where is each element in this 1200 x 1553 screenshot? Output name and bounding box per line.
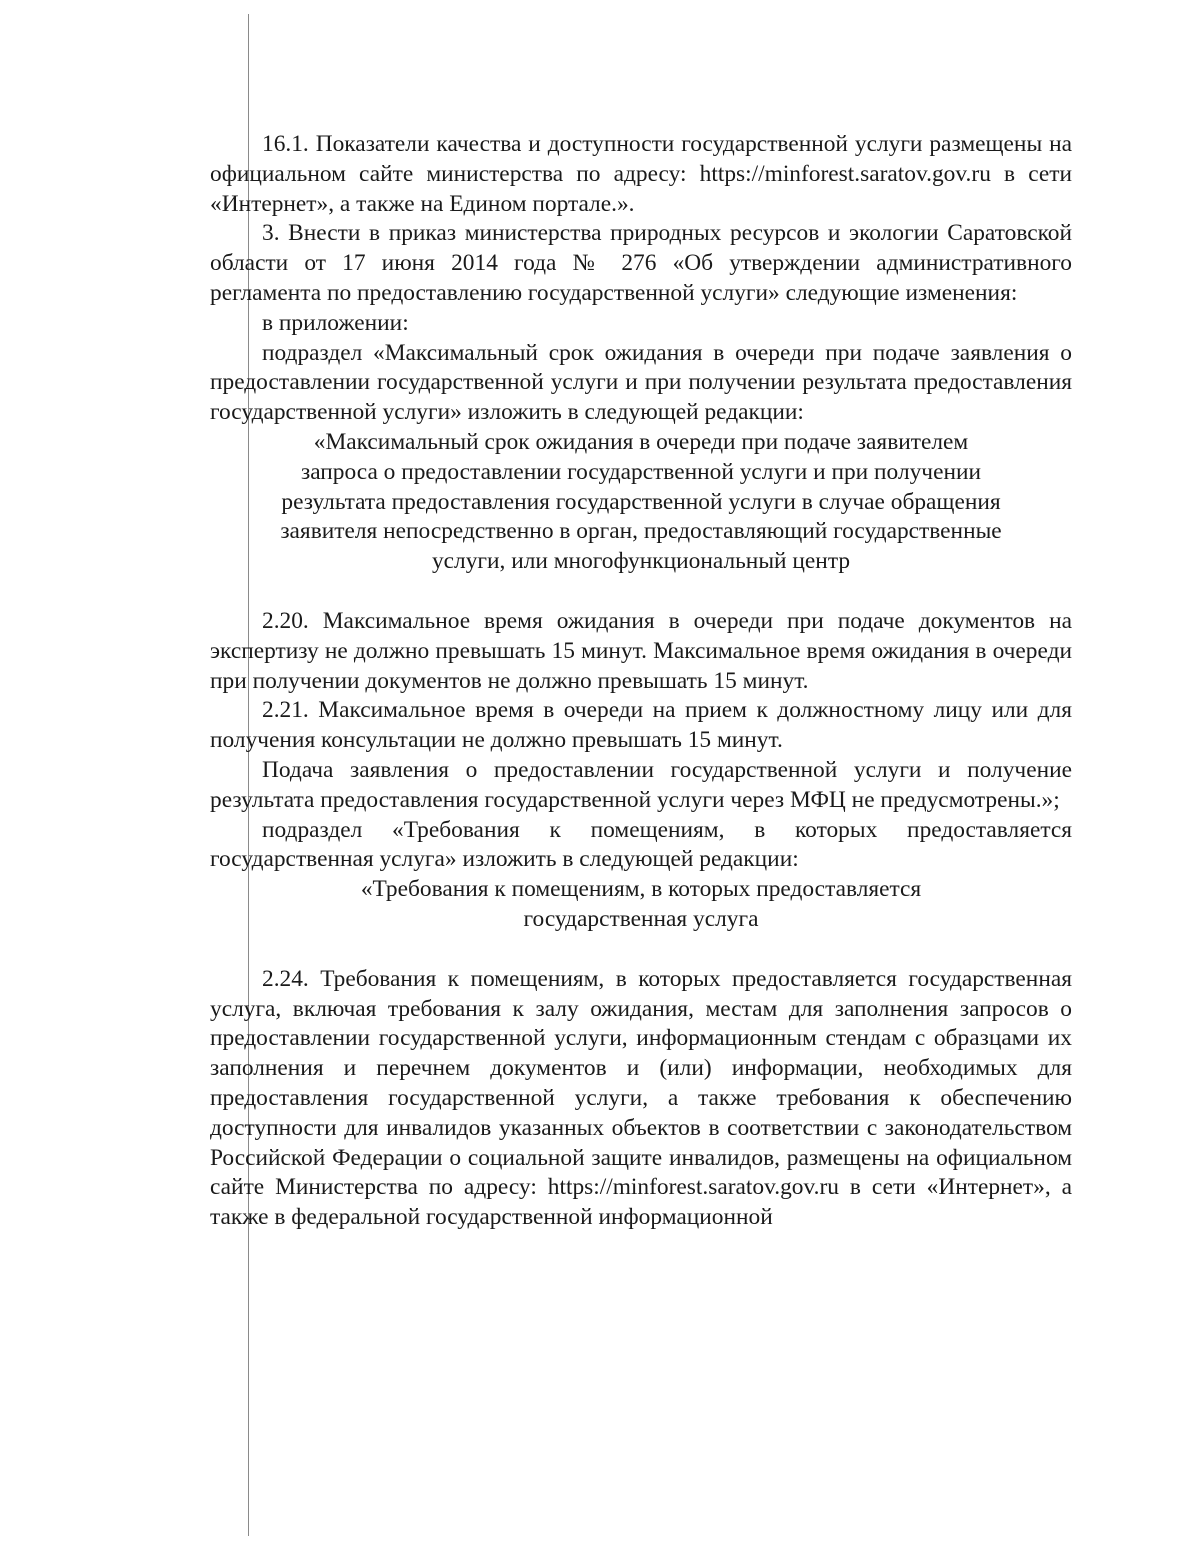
subsection-heading-premises bbox=[210, 875, 1072, 935]
paragraph-subsection-premises: подраздел «Требования к помещениям, в которых предоставляется государственная услуга» изложить в следующей редакции: bbox=[210, 816, 1072, 873]
heading-line: государственная услуга bbox=[523, 905, 759, 932]
paragraph-2-24: 2.24. Требования к помещениям, в которых предоставляется государственная услуга, включая требования к залу ожидания, местам для заполнения запросов о предоставлении государственной услуги, информационным стендам с образцами их заполнения и перечнем документов и (или) информации, необходимых для предоставления государственной услуги, а также требования к обеспечению доступности для инвалидов указанных объектов в соответствии с законодательством Российской Федерации о социальной защите инвалидов, размещены на официальном сайте Министерства по адресу: https://minforest.saratov.gov.ru в сети «Интернет», а также в федеральной государственной информационной bbox=[210, 965, 1072, 1231]
heading-line: запроса о предоставлении государственной услуги и при получении bbox=[300, 458, 982, 485]
paragraph-2-20: 2.20. Максимальное время ожидания в очереди при подаче документов на экспертизу не должно превышать 15 минут. Максимальное время ожидания в очереди при получении документов не должно превышать 15 минут. bbox=[210, 607, 1072, 694]
heading-line: результата предоставления государственной услуги в случае обращения bbox=[281, 488, 1001, 515]
spacer bbox=[210, 935, 1072, 965]
spacer bbox=[210, 577, 1072, 607]
heading-line: заявителя непосредственно в орган, предоставляющий государственные bbox=[280, 518, 1002, 545]
paragraph-subsection-waiting: подраздел «Максимальный срок ожидания в очереди при подаче заявления о предоставлении государственной услуги и при получении результата предоставления государственной услуги» изложить в следующей редакции: bbox=[210, 339, 1072, 426]
paragraph-mfc: Подача заявления о предоставлении государственной услуги и получение результата предоставления государственной услуги через МФЦ не предусмотрены.»; bbox=[210, 756, 1072, 813]
heading-line: «Максимальный срок ожидания в очереди при подаче заявителем bbox=[313, 428, 969, 455]
heading-line: «Требования к помещениям, в которых предоставляется bbox=[360, 876, 922, 903]
subsection-heading-waiting-time bbox=[210, 428, 1072, 577]
paragraph-2-21: 2.21. Максимальное время в очереди на прием к должностному лицу или для получения консультации не должно превышать 15 минут. bbox=[210, 697, 1072, 754]
paragraph-in-appendix: в приложении: bbox=[262, 309, 409, 336]
paragraph-item-3: 3. Внести в приказ министерства природных ресурсов и экологии Саратовской области от 17 июня 2014 года № 276 «Об утверждении административного регламента по предоставлению государственной услуги» следующие изменения: bbox=[210, 220, 1072, 306]
heading-line: услуги, или многофункциональный центр bbox=[431, 548, 851, 575]
document-body bbox=[210, 130, 1072, 1233]
paragraph-16-1: 16.1. Показатели качества и доступности государственной услуги размещены на официальном сайте министерства по адресу: https://minforest.saratov.gov.ru в сети «Интернет», а также на Едином портале.». bbox=[210, 131, 1072, 217]
